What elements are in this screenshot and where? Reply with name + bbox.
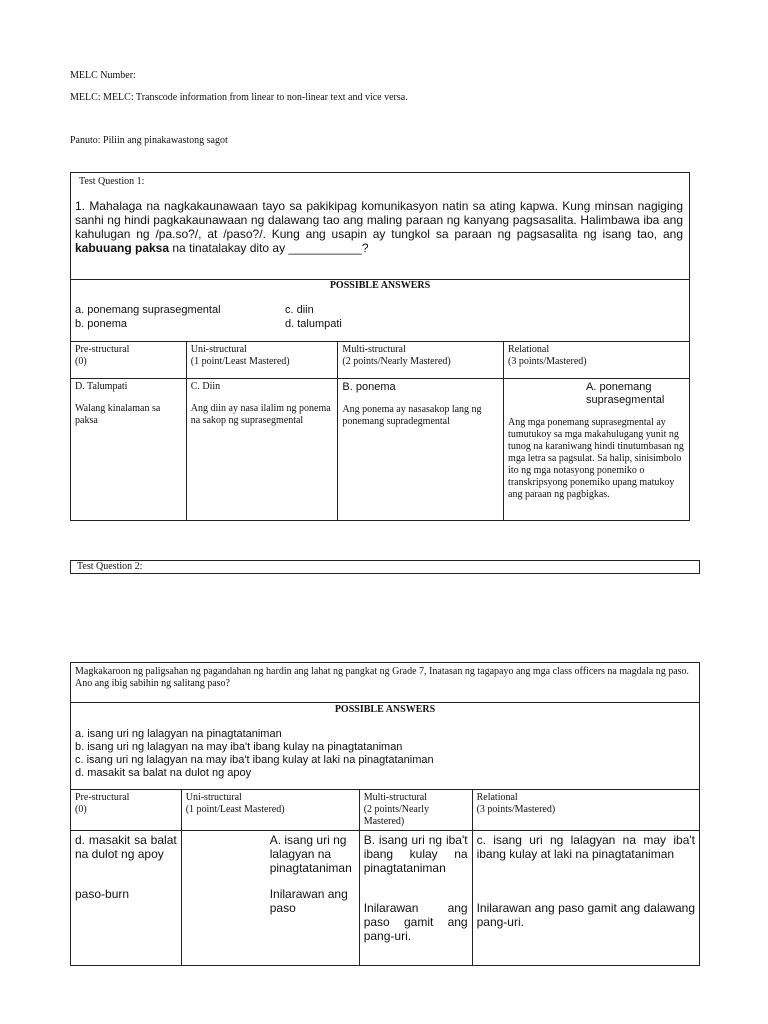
q1-text-bold: kabuuang paksa <box>75 241 170 255</box>
answer-explanation: Inilarawan ang paso <box>269 887 348 915</box>
answer-label: B. ponema <box>342 381 396 393</box>
q2-level-2 <box>359 790 472 831</box>
q1-answer-1 <box>186 379 338 521</box>
q2-label-box <box>70 560 700 574</box>
q1-text-part-b: na tinatalakay dito ay ___________? <box>169 241 369 255</box>
level-name: Relational <box>476 792 518 803</box>
level-points: (0) <box>75 356 87 367</box>
level-name: Pre-structural <box>75 344 130 355</box>
q2-question-box <box>70 662 700 703</box>
level-name: Uni-structural <box>185 792 242 803</box>
q2-level-3 <box>472 790 699 831</box>
level-name: Pre-structural <box>75 792 130 803</box>
answer-label: A. ponemang suprasegmental <box>586 381 665 406</box>
q1-level-1 <box>186 342 338 379</box>
level-name: Uni-structural <box>190 344 247 355</box>
q2-label: Test Question 2: <box>77 561 143 572</box>
q1-answer-2 <box>338 379 504 521</box>
q2-text: Magkakaroon ng paligsahan ng pagandahan ng hardin ang lahat ng pangkat ng Grade 7, Inatasan ng tagapayo ang mga class officers na magdala ng paso. Ano ang ibig sabihin ng salitang paso? <box>75 666 690 689</box>
q2-option-a: a. isang uri ng lalagyan na pinagtataniman <box>75 728 282 740</box>
answer-explanation: Ang mga ponemang suprasegmental ay tumutukoy sa mga makahulugang yunit ng tunog na karaniwang hindi tinutumbasan ng mga letra sa pagsulat. Sa halip, sinisimbolo ito ng mga notasyong ponemiko o transkripsyong ponemiko upang matukoy ang paraan ng pagbigkas. <box>508 417 684 500</box>
q1-question-box <box>70 172 690 280</box>
q1-option-d: d. talumpati <box>285 318 342 330</box>
q1-answer-3 <box>504 379 690 521</box>
level-name: Multi-structural <box>342 344 406 355</box>
level-points: (3 points/Mastered) <box>508 356 587 367</box>
melc-number: MELC Number: <box>70 70 136 81</box>
answer-label: d. masakit sa balat na dulot ng apoy <box>75 833 177 861</box>
answer-explanation: Inilarawan ang paso gamit ang dalawang pang-uri. <box>476 901 695 929</box>
q1-answer-0 <box>71 379 187 521</box>
answer-label: C. Diin <box>190 381 221 392</box>
panuto: Panuto: Piliin ang pinakawastong sagot <box>70 135 228 146</box>
q2-answer-2 <box>359 831 472 966</box>
answer-explanation: Inilarawan ang paso gamit ang pang-uri. <box>363 901 468 943</box>
q2-level-0 <box>71 790 182 831</box>
q2-level-row <box>71 790 700 831</box>
level-name: Multi-structural <box>363 792 428 803</box>
answer-explanation: Ang ponema ay nasasakop lang ng ponemang supradegmental <box>342 404 482 427</box>
answer-label: B. isang uri ng iba't ibang kulay na pinagtataniman <box>363 833 468 875</box>
q1-text-part-a: 1. Mahalaga na nagkakaunawaan tayo sa pakikipag komunikasyon natin sa ating kapwa. Kung minsan nagiging sanhi ng hindi pagkakaunawaan ng dalawang tao ang maling paraan ng kanyang pagsasalita. Halimbawa iba ang kahulugan ng /pa.so?/, at /paso?/. Kung ang usapin ay tungkol sa paraan ng pagsasalita ng isang tao, ang <box>75 199 683 241</box>
q2-option-d: d. masakit sa balat na dulot ng apoy <box>75 767 252 779</box>
q2-answer-row <box>71 831 700 966</box>
q2-answer-3 <box>472 831 699 966</box>
level-points: (2 points/Nearly Mastered) <box>342 356 451 367</box>
q2-option-c: c. isang uri ng lalagyan na may iba't ibang kulay at laki na pinagtataniman <box>75 754 434 766</box>
q1-level-row <box>71 342 690 379</box>
melc-text: MELC: MELC: Transcode information from linear to non-linear text and vice versa. <box>70 92 408 103</box>
level-points: (2 points/Nearly Mastered) <box>363 804 429 827</box>
q2-rubric-table <box>70 789 700 966</box>
answer-explanation: paso-burn <box>75 887 130 901</box>
q1-level-2 <box>338 342 504 379</box>
q1-answers-box <box>70 279 690 342</box>
q1-label: Test Question 1: <box>79 176 145 187</box>
q1-rubric-table <box>70 341 690 521</box>
level-points: (3 points/Mastered) <box>476 804 556 815</box>
answer-explanation: Walang kinalaman sa paksa <box>75 403 161 426</box>
q1-option-c: c. diin <box>285 304 314 316</box>
q2-level-1 <box>181 790 359 831</box>
level-points: (1 point/Least Mastered) <box>190 356 290 367</box>
q2-possible-title: POSSIBLE ANSWERS <box>334 704 436 715</box>
q1-level-0 <box>71 342 187 379</box>
q1-answer-row <box>71 379 690 521</box>
q1-option-b: b. ponema <box>75 318 127 330</box>
q2-option-b: b. isang uri ng lalagyan na may iba't ibang kulay na pinagtataniman <box>75 741 403 753</box>
q2-answer-1 <box>181 831 359 966</box>
q1-possible-title: POSSIBLE ANSWERS <box>329 280 431 291</box>
q1-level-3 <box>504 342 690 379</box>
answer-label: c. isang uri ng lalagyan na may iba't ibang kulay at laki na pinagtataniman <box>476 833 695 861</box>
answer-label: A. isang uri ng lalagyan na pinagtataniman <box>269 833 352 875</box>
level-points: (0) <box>75 804 87 815</box>
q2-answers-box <box>70 702 700 790</box>
q1-option-a: a. ponemang suprasegmental <box>75 304 221 316</box>
answer-explanation: Ang diin ay nasa ilalim ng ponema na sakop ng suprasegmental <box>190 403 331 426</box>
level-name: Relational <box>508 344 550 355</box>
q2-answer-0 <box>71 831 182 966</box>
level-points: (1 point/Least Mastered) <box>185 804 285 815</box>
q1-text <box>75 199 683 255</box>
answer-label: D. Talumpati <box>75 381 128 392</box>
